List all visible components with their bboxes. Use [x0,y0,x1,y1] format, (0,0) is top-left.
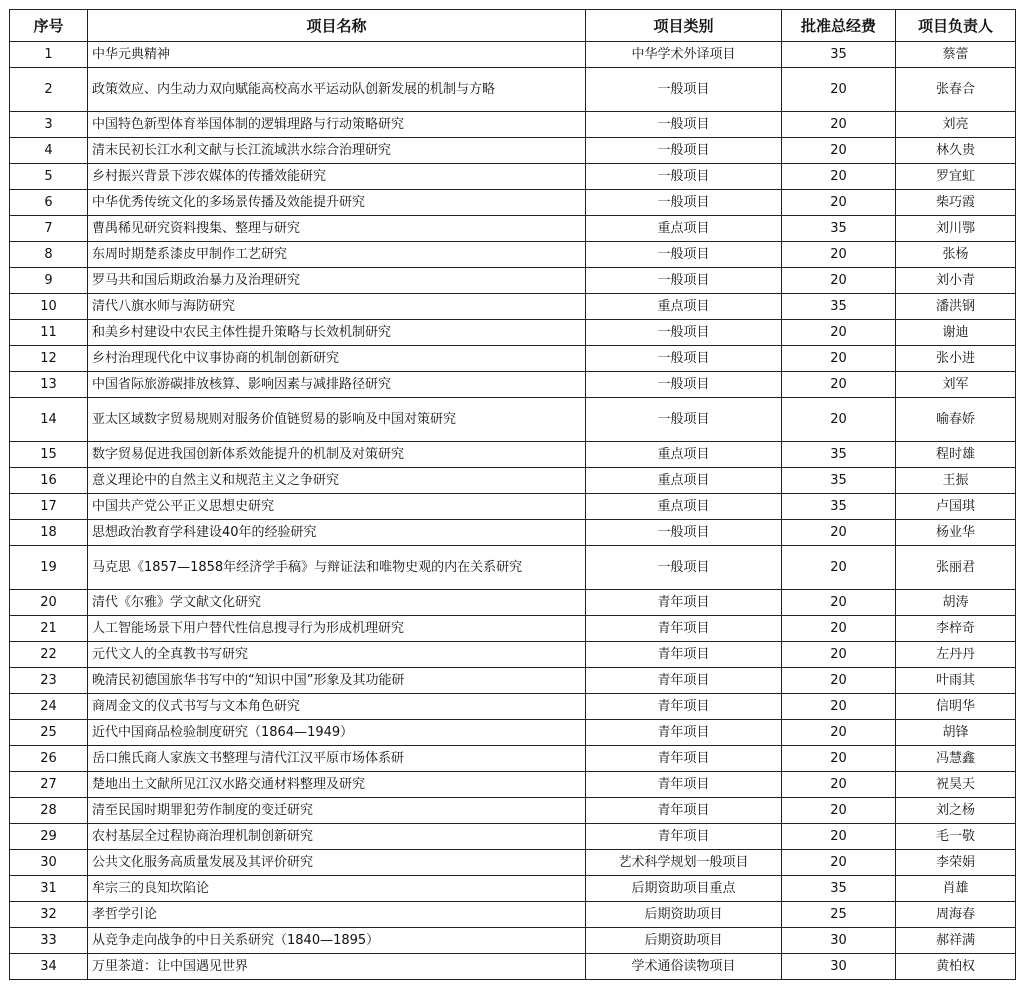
row-index: 23 [10,668,88,694]
row-index: 8 [10,242,88,268]
row-project-type: 青年项目 [586,824,782,850]
row-project-leader: 张杨 [896,242,1016,268]
row-project-leader: 王振 [896,468,1016,494]
row-project-leader: 胡锋 [896,720,1016,746]
row-total-funding: 20 [782,746,896,772]
table-row [10,138,1016,164]
row-total-funding: 20 [782,642,896,668]
row-project-type: 一般项目 [586,268,782,294]
row-total-funding: 35 [782,468,896,494]
row-total-funding: 20 [782,112,896,138]
row-total-funding: 35 [782,294,896,320]
table-row [10,824,1016,850]
row-project-leader: 叶雨其 [896,668,1016,694]
row-project-leader: 刘亮 [896,112,1016,138]
row-project-leader: 左丹丹 [896,642,1016,668]
row-project-name [88,268,586,294]
row-project-type: 一般项目 [586,164,782,190]
row-index: 20 [10,590,88,616]
project-name-text: 公共文化服务高质量发展及其评价研究 [92,855,314,870]
project-name-text: 中华元典精神 [92,47,171,62]
table-row [10,546,1016,590]
row-total-funding: 30 [782,928,896,954]
row-total-funding: 20 [782,590,896,616]
table-row [10,164,1016,190]
row-project-leader: 林久贵 [896,138,1016,164]
row-project-type: 重点项目 [586,468,782,494]
row-total-funding: 20 [782,372,896,398]
row-total-funding: 20 [782,772,896,798]
project-name-text: 万里茶道：让中国遇见世界 [92,959,249,974]
row-index: 31 [10,876,88,902]
table-row [10,112,1016,138]
header-total-funding: 批准总经费 [782,10,896,42]
row-index: 6 [10,190,88,216]
row-total-funding: 35 [782,42,896,68]
row-index: 30 [10,850,88,876]
row-project-leader: 罗宜虹 [896,164,1016,190]
row-project-leader: 李荣娟 [896,850,1016,876]
table-row [10,746,1016,772]
header-project-leader: 项目负责人 [896,10,1016,42]
row-project-type: 青年项目 [586,590,782,616]
row-index: 1 [10,42,88,68]
row-project-name [88,850,586,876]
row-project-name [88,164,586,190]
row-total-funding: 20 [782,798,896,824]
row-project-name [88,798,586,824]
header-project-type: 项目类别 [586,10,782,42]
row-project-leader: 卢国琪 [896,494,1016,520]
project-name-text: 数字贸易促进我国创新体系效能提升的机制及对策研究 [92,447,405,462]
row-total-funding: 20 [782,694,896,720]
row-project-type: 一般项目 [586,346,782,372]
row-project-type: 青年项目 [586,772,782,798]
table-row [10,268,1016,294]
row-project-type: 一般项目 [586,242,782,268]
row-project-type: 中华学术外译项目 [586,42,782,68]
project-name-text: 亚太区域数字贸易规则对服务价值链贸易的影响及中国对策研究 [92,412,457,427]
row-total-funding: 20 [782,164,896,190]
row-project-name [88,216,586,242]
row-index: 15 [10,442,88,468]
table-row [10,694,1016,720]
row-index: 21 [10,616,88,642]
row-index: 12 [10,346,88,372]
header-index: 序号 [10,10,88,42]
row-project-leader: 张丽君 [896,546,1016,590]
row-project-leader: 喻春娇 [896,398,1016,442]
row-project-name [88,668,586,694]
table-body [10,42,1016,980]
row-index: 13 [10,372,88,398]
table-row [10,902,1016,928]
row-total-funding: 20 [782,346,896,372]
row-project-name [88,694,586,720]
row-project-type: 后期资助项目 [586,902,782,928]
row-project-leader: 冯慧鑫 [896,746,1016,772]
row-total-funding: 30 [782,954,896,980]
project-name-text: 罗马共和国后期政治暴力及治理研究 [92,273,301,288]
row-project-type: 一般项目 [586,68,782,112]
project-name-text: 商周金文的仪式书写与文本角色研究 [92,699,301,714]
row-index: 19 [10,546,88,590]
row-project-type: 一般项目 [586,320,782,346]
row-index: 25 [10,720,88,746]
row-project-type: 一般项目 [586,112,782,138]
table-row [10,398,1016,442]
row-project-type: 一般项目 [586,398,782,442]
row-project-leader: 毛一敬 [896,824,1016,850]
row-total-funding: 35 [782,442,896,468]
row-project-name [88,112,586,138]
project-table [9,9,1016,980]
row-project-name [88,68,586,112]
row-project-name [88,590,586,616]
row-total-funding: 20 [782,242,896,268]
row-project-name [88,468,586,494]
project-name-text: 清至民国时期罪犯劳作制度的变迁研究 [92,803,314,818]
row-project-name [88,876,586,902]
project-name-text: 清代《尔雅》学文献文化研究 [92,595,262,610]
row-index: 28 [10,798,88,824]
row-total-funding: 25 [782,902,896,928]
table-row [10,616,1016,642]
table-row [10,372,1016,398]
row-project-type: 一般项目 [586,546,782,590]
project-name-text: 政策效应、内生动力双向赋能高校高水平运动队创新发展的机制与方略 [92,82,496,97]
row-project-leader: 刘小青 [896,268,1016,294]
row-project-type: 一般项目 [586,138,782,164]
row-project-leader: 刘川鄂 [896,216,1016,242]
row-index: 3 [10,112,88,138]
project-name-text: 清代八旗水师与海防研究 [92,299,236,314]
row-project-name [88,398,586,442]
row-total-funding: 20 [782,520,896,546]
row-project-name [88,928,586,954]
row-project-type: 艺术科学规划一般项目 [586,850,782,876]
row-project-leader: 黄柏权 [896,954,1016,980]
row-project-name [88,442,586,468]
row-project-leader: 谢迪 [896,320,1016,346]
table-row [10,42,1016,68]
row-index: 9 [10,268,88,294]
row-project-leader: 张小进 [896,346,1016,372]
row-project-leader: 郝祥满 [896,928,1016,954]
row-index: 16 [10,468,88,494]
row-total-funding: 20 [782,616,896,642]
project-name-text: 思想政治教育学科建设40年的经验研究 [92,525,317,540]
project-name-text: 农村基层全过程协商治理机制创新研究 [92,829,314,844]
row-project-type: 一般项目 [586,372,782,398]
row-index: 24 [10,694,88,720]
row-index: 17 [10,494,88,520]
row-project-type: 后期资助项目 [586,928,782,954]
row-project-name [88,42,586,68]
table-row [10,242,1016,268]
row-project-name [88,546,586,590]
row-project-leader: 刘之杨 [896,798,1016,824]
row-project-leader: 胡涛 [896,590,1016,616]
table-row [10,954,1016,980]
row-total-funding: 20 [782,824,896,850]
table-row [10,216,1016,242]
row-project-name [88,242,586,268]
row-project-type: 一般项目 [586,190,782,216]
row-project-leader: 杨业华 [896,520,1016,546]
row-project-type: 青年项目 [586,668,782,694]
row-project-leader: 柴巧霞 [896,190,1016,216]
table-row [10,346,1016,372]
project-name-text: 中国特色新型体育举国体制的逻辑理路与行动策略研究 [92,117,405,132]
row-project-leader: 程时雄 [896,442,1016,468]
table-row [10,642,1016,668]
row-project-leader: 祝昊天 [896,772,1016,798]
table-row [10,720,1016,746]
row-index: 14 [10,398,88,442]
table-row [10,68,1016,112]
row-project-name [88,772,586,798]
project-name-text: 中华优秀传统文化的多场景传播及效能提升研究 [92,195,366,210]
row-project-name [88,190,586,216]
row-project-name [88,902,586,928]
row-project-name [88,520,586,546]
row-project-type: 青年项目 [586,798,782,824]
table-row [10,668,1016,694]
row-project-name [88,494,586,520]
project-name-text: 乡村振兴背景下涉农媒体的传播效能研究 [92,169,327,184]
row-total-funding: 20 [782,668,896,694]
project-name-text: 曹禺稀见研究资料搜集、整理与研究 [92,221,301,236]
project-name-text: 东周时期楚系漆皮甲制作工艺研究 [92,247,288,262]
row-total-funding: 35 [782,216,896,242]
row-project-name [88,824,586,850]
row-project-type: 后期资助项目重点 [586,876,782,902]
row-project-type: 青年项目 [586,642,782,668]
row-index: 27 [10,772,88,798]
row-project-leader: 信明华 [896,694,1016,720]
row-project-leader: 蔡蕾 [896,42,1016,68]
table-row [10,798,1016,824]
row-project-name [88,746,586,772]
project-name-text: 牟宗三的良知坎陷论 [92,881,210,896]
row-project-name [88,346,586,372]
row-project-leader: 周海春 [896,902,1016,928]
row-project-name [88,320,586,346]
row-project-name [88,372,586,398]
project-name-text: 乡村治理现代化中议事协商的机制创新研究 [92,351,340,366]
row-index: 4 [10,138,88,164]
project-name-text: 人工智能场景下用户替代性信息搜寻行为形成机理研究 [92,621,405,636]
row-total-funding: 35 [782,494,896,520]
table-row [10,442,1016,468]
project-name-text: 孝哲学引论 [92,907,158,922]
row-index: 29 [10,824,88,850]
row-index: 10 [10,294,88,320]
row-project-type: 重点项目 [586,294,782,320]
row-index: 26 [10,746,88,772]
row-index: 32 [10,902,88,928]
row-project-name [88,138,586,164]
row-project-type: 青年项目 [586,616,782,642]
row-index: 33 [10,928,88,954]
row-project-leader: 刘军 [896,372,1016,398]
project-name-text: 意义理论中的自然主义和规范主义之争研究 [92,473,340,488]
project-name-text: 元代文人的全真教书写研究 [92,647,249,662]
row-total-funding: 20 [782,268,896,294]
table-row [10,520,1016,546]
table-row [10,590,1016,616]
row-project-leader: 肖雄 [896,876,1016,902]
table-row [10,772,1016,798]
table-row [10,928,1016,954]
row-total-funding: 20 [782,190,896,216]
table-row [10,850,1016,876]
row-total-funding: 20 [782,68,896,112]
project-name-text: 近代中国商品检验制度研究（1864—1949） [92,725,354,740]
row-index: 11 [10,320,88,346]
row-project-leader: 李梓奇 [896,616,1016,642]
row-project-type: 青年项目 [586,720,782,746]
row-index: 2 [10,68,88,112]
row-project-name [88,720,586,746]
row-total-funding: 20 [782,720,896,746]
table-row [10,468,1016,494]
table-row [10,876,1016,902]
row-project-type: 重点项目 [586,216,782,242]
row-project-name [88,616,586,642]
row-project-leader: 张春合 [896,68,1016,112]
row-project-name [88,954,586,980]
project-name-text: 马克思《1857—1858年经济学手稿》与辩证法和唯物史观的内在关系研究 [92,560,523,575]
header-project-name: 项目名称 [88,10,586,42]
row-project-type: 青年项目 [586,746,782,772]
project-name-text: 从竞争走向战争的中日关系研究（1840—1895） [92,933,380,948]
project-name-text: 楚地出土文献所见江汉水路交通材料整理及研究 [92,777,366,792]
table-row [10,294,1016,320]
project-table-container [9,9,1016,980]
row-index: 7 [10,216,88,242]
row-total-funding: 20 [782,320,896,346]
row-total-funding: 20 [782,850,896,876]
row-total-funding: 35 [782,876,896,902]
row-project-name [88,642,586,668]
row-index: 34 [10,954,88,980]
row-index: 18 [10,520,88,546]
project-name-text: 中国共产党公平正义思想史研究 [92,499,275,514]
project-name-text: 岳口熊氏商人家族文书整理与清代江汉平原市场体系研 [92,751,405,766]
row-project-type: 一般项目 [586,520,782,546]
row-total-funding: 20 [782,398,896,442]
project-name-text: 和美乡村建设中农民主体性提升策略与长效机制研究 [92,325,392,340]
table-row [10,190,1016,216]
row-project-type: 重点项目 [586,494,782,520]
project-name-text: 清末民初长江水利文献与长江流域洪水综合治理研究 [92,143,392,158]
row-project-name [88,294,586,320]
row-total-funding: 20 [782,546,896,590]
row-total-funding: 20 [782,138,896,164]
row-project-leader: 潘洪钢 [896,294,1016,320]
row-index: 22 [10,642,88,668]
table-row [10,320,1016,346]
header-row [10,10,1016,42]
row-project-type: 青年项目 [586,694,782,720]
row-project-type: 学术通俗读物项目 [586,954,782,980]
row-index: 5 [10,164,88,190]
row-project-type: 重点项目 [586,442,782,468]
project-name-text: 中国省际旅游碳排放核算、影响因素与减排路径研究 [92,377,392,392]
project-name-text: 晚清民初德国旅华书写中的“知识中国”形象及其功能研 [92,673,405,688]
table-row [10,494,1016,520]
